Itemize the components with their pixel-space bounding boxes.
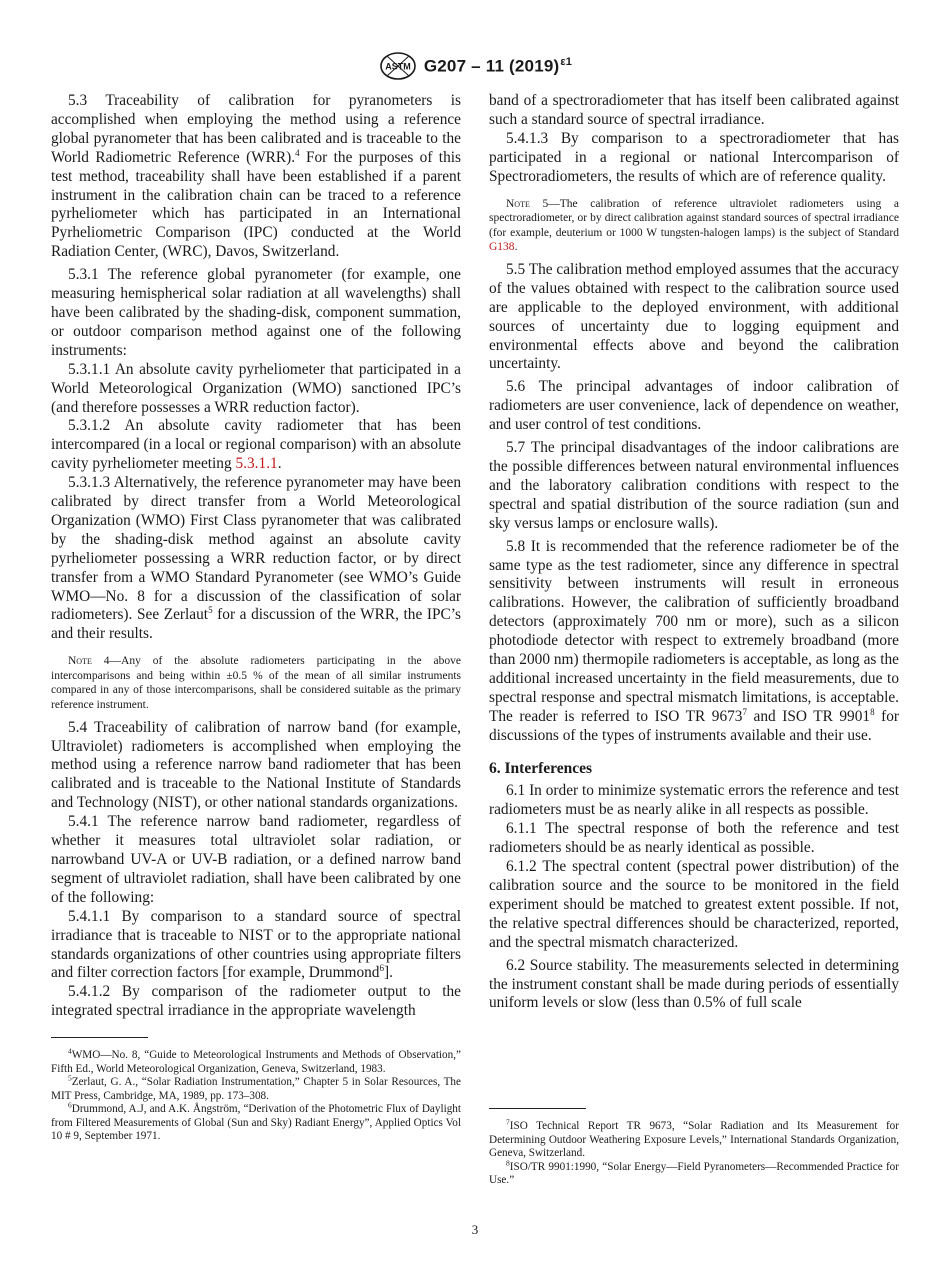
para-5-3-1-3: 5.3.1.3 Alternatively, the reference pyranometer may have been calibrated by direct transfer from a World Meteorological Organization (WMO) First Class pyranometer that was calibrated by the shading-disk method against an absolute cavity pyrheliometer possessing a WRR reduction factor, or by direct transfer from a WMO Standard Pyranometer (see WMO’s Guide WMO—No. 8 for a discussion of the classification of solar radiometers). See Zerlaut$^5$ for a discussion of the WRR, the IPC’s and their results. (51, 474, 462, 643)
epsilon-superscript: ε1 (560, 55, 573, 68)
para-6-1-1: 6.1.1 The spectral response of both the reference and test radiometers should be as nearly identical as possible. (489, 820, 899, 857)
footnotes-right (489, 1117, 899, 1188)
para-6-2: 6.2 Source stability. The measurements selected in determining the instrument constant shall be made during periods of essentially uniform levels or slow (less than 0.5% of full scale (489, 956, 899, 1012)
para-5-3-1-1: 5.3.1.1 An absolute cavity pyrheliometer that participated in a World Meteorological Organization (WMO) sanctioned IPC’s (and therefore possesses a WRR reduction factor). (51, 360, 461, 416)
note-5: Note 5—The calibration of reference ultraviolet radiometers using a spectroradiometer, or by direct calibration against standard sources of spectral irradiance (for example, deuterium or 1000 W tungsten-halogen lamps) is the subject of Standard G138. (489, 197, 900, 254)
footnote-ref-5: 5 (208, 605, 213, 616)
note-4-label: Note 4 (68, 655, 110, 668)
para-5-4: 5.4 Traceability of calibration of narrow band (for example, Ultraviolet) radiometers is accomplished when employing the method using a reference narrow band radiometer that has been calibrated and is traceable to the National Institute of Standards and Technology (NIST), or other national standards organizations. (51, 718, 461, 812)
standard-designation: G207 – 11 $(2019)^{\varepsilon 1}$ (423, 55, 573, 76)
para-5-4-1: 5.4.1 The reference narrow band radiometer, regardless of whether it measures total ultraviolet solar radiation, or narrowband UV-A or UV-B radiation, or a defined narrow band segment of ultraviolet radiation, shall have been calibrated by one of the following: (51, 813, 461, 906)
footnote-ref-8: 8 (870, 706, 875, 717)
para-5-4-1-2: 5.4.1.2 By comparison of the radiometer output to the integrated spectral irradiance in the appropriate wavelength (51, 983, 461, 1020)
para-5-4-1-1: 5.4.1.1 By comparison to a standard source of spectral irradiance that is traceable to NIST or to the appropriate national standards organizations of other countries using appropriate filters and filter correction factors [for example, Drummond$^6$]. (51, 907, 461, 982)
note-4: Note 4—Any of the absolute radiometers participating in the above intercomparisons and being within ±0.5 % of the mean of all similar instruments compared in any of those intercomparisons, shall be considered suitable as the primary reference instrument. (51, 655, 461, 712)
footnote-4: $^4$WMO—No. 8, “Guide to Meteorological Instruments and Methods of Observation,” Fifth Ed., World Meteorological Organization, Geneva, Switzerland, 1983. (51, 1046, 461, 1075)
para-5-3-1-2: 5.3.1.2 An absolute cavity radiometer that has been intercompared (in a local or regional comparison) with an absolute cavity pyrheliometer meeting 5.3.1.1. (51, 417, 461, 473)
right-column (489, 92, 899, 1013)
footnote-ref-4: 4 (295, 147, 300, 158)
para-5-8: 5.8 It is recommended that the reference radiometer be of the same type as the test radiometer, since any difference in spectral sensitivity between instruments will result in erroneous calibrations. However, the calibration of sufficiently broadband detectors (approximately 700 nm or more), such as a silicon photodiode detector with respect to extremely broadband (more than 2000 nm) thermopile radiometers is acceptable, as long as the additional increased uncertainty in the field measurements, due to spectral response and spectral mismatch limitations, is acceptable. The reader is referred to ISO TR 9673$^7$ and ISO TR 9901$^8$ for discussions of the types of instruments available and their use. (489, 537, 900, 744)
section-link-5-3-1-1[interactable]: 5.3.1.1 (235, 455, 278, 473)
para-5-4-1-3: 5.4.1.3 By comparison to a spectroradiometer that has participated in a regional or national Intercomparison of Spectroradiometers, the results of which are of reference quality. (489, 129, 899, 185)
note-5-label: Note 5 (506, 197, 549, 210)
page-header (0, 50, 950, 82)
para-5-3-1: 5.3.1 The reference global pyranometer (for example, one measuring hemispherical solar radiation at all wavelengths) shall have been calibrated by the shading-disk, component summation, or outdoor comparison method against one of the following instruments: (51, 266, 461, 359)
para-5-5: 5.5 The calibration method employed assumes that the accuracy of the values obtained with respect to the calibration source used are applicable to the deployed environment, with additional sources of uncertainty due to logging equipment and environmental effects above and beyond the calibration uncertainty. (489, 260, 899, 373)
footnote-ref-7: 7 (742, 706, 747, 717)
logo-text: ASTM (385, 61, 411, 72)
footnote-ref-6: 6 (379, 963, 384, 974)
footnote-divider-right (489, 1108, 586, 1109)
astm-logo-icon (378, 50, 418, 82)
section-heading-interferences: 6. Interferences (489, 759, 593, 777)
para-5-7: 5.7 The principal disadvantages of the indoor calibrations are the possible differences between natural environmental influences and the laboratory calibration conditions with respect to the spectral and spatial distribution of the source radiation (sun and sky versus lamps or enclosure walls). (489, 439, 899, 532)
footnote-divider-left (51, 1037, 148, 1038)
footnote-7: $^7$ISO Technical Report TR 9673, “Solar Radiation and Its Measurement for Determining Outdoor Weathering Exposure Levels,” International Standards Organization, Geneva, Switzerland. (489, 1117, 899, 1159)
para-6-1: 6.1 In order to minimize systematic errors the reference and test radiometers must be as nearly alike in all respects as possible. (489, 782, 899, 819)
para-5-6: 5.6 The principal advantages of indoor calibration of radiometers are user convenience, lack of dependence on weather, and user control of test conditions. (489, 378, 899, 434)
left-column (51, 92, 461, 1021)
para-5-3: 5.3 Traceability of calibration for pyranometers is accomplished when employing the method using a reference global pyranometer that has been calibrated and is traceable to the World Radiometric Reference (WRR).$^4$ For the purposes of this test method, traceability shall have been established if a parent instrument in the calibration chain can be traced to a reference pyrheliometer which has participated in an International Pyrheliometric Comparison (IPC) conducted at the World Radiation Center, (WRC), Davos, Switzerland. (51, 92, 461, 261)
para-continued: band of a spectroradiometer that has itself been calibrated against such a standard source of spectral irradiance. (489, 92, 899, 128)
footnote-5: $^5$Zerlaut, G. A., “Solar Radiation Instrumentation,” Chapter 5 in Solar Resources, The MIT Press, Cambridge, MA, 1989, pp. 173–308. (51, 1073, 461, 1102)
para-6-1-2: 6.1.2 The spectral content (spectral power distribution) of the calibration source and the source to be monitored in the field experiment should be matched to greatest extent possible. If not, the relative spectral differences should be characterized, reported, and the spectral mismatch characterized. (489, 858, 899, 951)
footnote-6: $^6$Drummond, A.J, and A.K. Ångström, “Derivation of the Photometric Flux of Daylight from Filtered Measurements of Global (Sun and Sky) Radiant Energy”, Applied Optics Vol 10 # 9, September 1971. (51, 1100, 461, 1142)
standard-link-g138[interactable]: G138 (489, 241, 515, 254)
page-number: 3 (471, 1222, 479, 1237)
footnote-8: $^8$ISO/TR 9901:1990, “Solar Energy—Field Pyranometers—Recommended Practice for Use.” (489, 1157, 899, 1186)
footnotes-left (51, 1046, 461, 1144)
